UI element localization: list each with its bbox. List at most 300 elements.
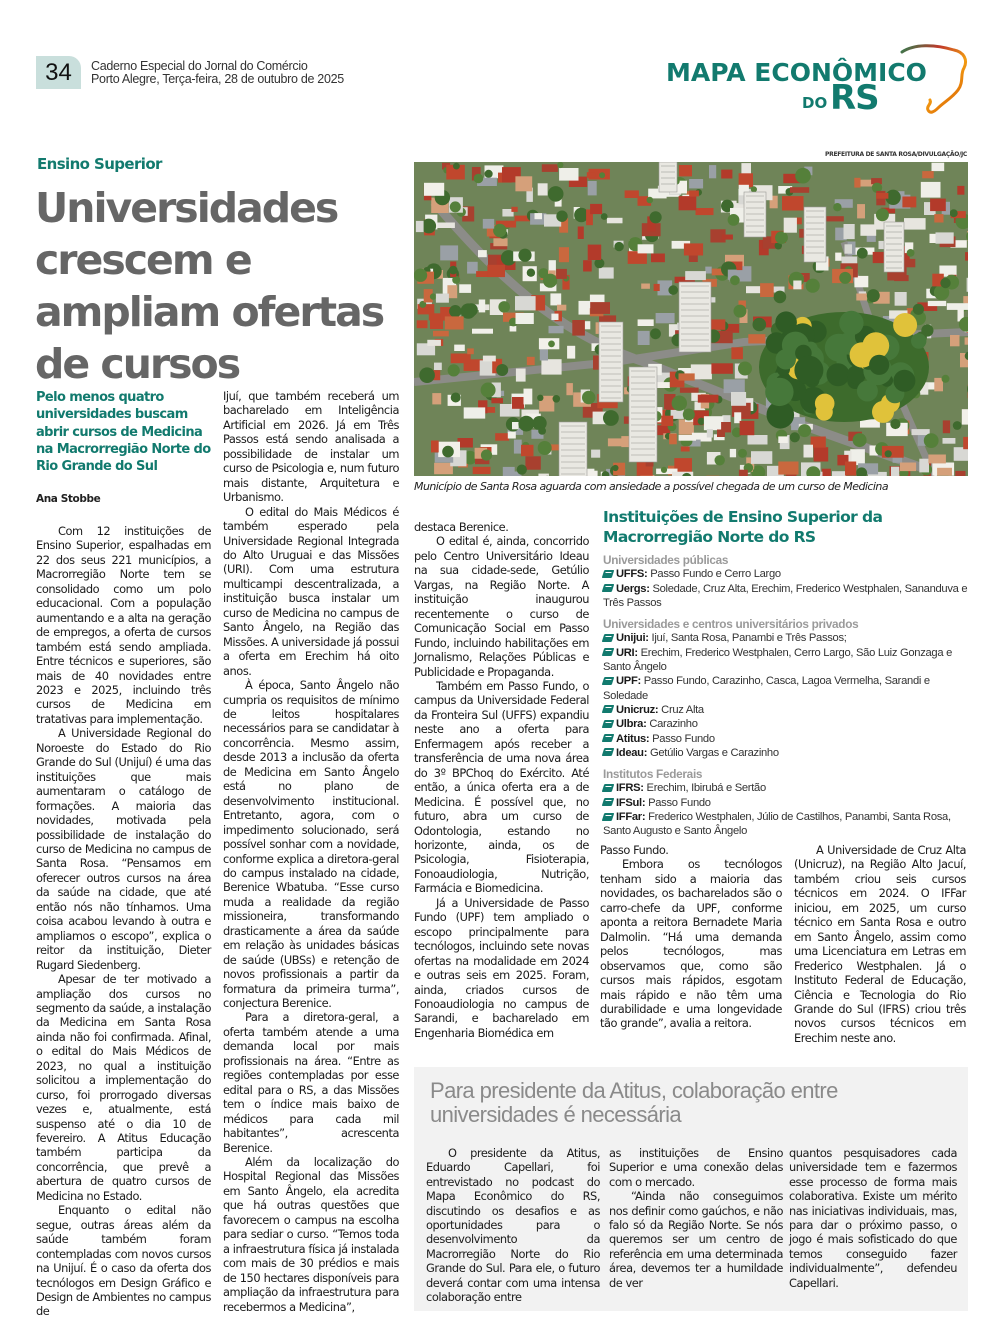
house-roof [717, 430, 725, 438]
tree [498, 301, 510, 313]
house-roof [704, 416, 723, 430]
house-roof [578, 227, 584, 240]
house-roof [556, 269, 567, 279]
house-roof [965, 252, 968, 261]
tree [453, 163, 460, 170]
tree [857, 248, 868, 259]
house-roof [876, 193, 888, 199]
house-roof [950, 335, 960, 346]
tree [557, 162, 563, 168]
house-roof [559, 247, 569, 262]
house-roof [588, 245, 602, 260]
park-tree [794, 356, 823, 385]
park-tree [857, 381, 878, 402]
house-roof [822, 469, 831, 476]
house-roof [464, 407, 486, 418]
house-roof [524, 389, 533, 405]
house-roof [698, 395, 719, 403]
house-roof [854, 178, 860, 188]
paragraph: À época, Santo Ângelo não cumpria os requisitos de mínimo de leitos hospitalares necessários para se candidatar à concorrência. Mesmo assim, desde 2013 a inclusão da oferta de Medicina em Santo Ângelo está no plano de desenvolvimento institucional. Entretanto, agora, com o impedimento solucionado, será possível sonhar com a novidade, conforme explica a diretora-geral do campus instalado na cidade, Berenice Wbatuba. “Esse curso muda a realidade da região missioneira, transformando drasticamente a área da saúde em relação às unidades básicas de saúde (UBSs) e retenção de novos profissionais a partir da formatura da primeira turma”, conjectura Berenice. [223, 678, 399, 1011]
tree [449, 266, 458, 275]
paragraph: as instituições de Ensino Superior e uma conexão delas com o mercado. [609, 1146, 783, 1189]
house-roof [922, 171, 934, 178]
house-roof [685, 271, 706, 280]
tree [448, 364, 460, 376]
paragraph: Passo Fundo. [600, 843, 669, 857]
paragraph: Além da localização do Hospital Regional das Missões em Santo Ângelo, ela acredita que há outras questões que favorecem o campus na escolha para sediar o curso. “Temos toda a infraestrutura física já instalada com mais de 30 prédios e mais de 150 hectares disponíveis para ampliação da infraestrutura para recebermos a Medicina”, [223, 1155, 399, 1314]
tree [775, 231, 788, 244]
house-roof [679, 165, 692, 176]
institution-item [603, 732, 973, 746]
house-roof [721, 170, 732, 179]
book-icon [602, 734, 615, 742]
paragraph: Enquanto o edital não segue, outras áreas além da saúde também foram contempladas com novos cursos na Unijuí. É o caso da oferta dos tecnólogos em Design Gráfico e Design de Ambientes no campus de [36, 1203, 211, 1319]
tree [599, 172, 605, 178]
house-roof [495, 433, 509, 441]
house-roof [679, 196, 697, 210]
building [679, 282, 711, 352]
tree [650, 328, 661, 339]
house-roof [417, 320, 428, 328]
tree [734, 305, 747, 318]
article-dek: Pelo menos quatro universidades buscam abrir cursos de Medicina na Macrorregião Norte do Rio Grande do Sul [36, 390, 211, 475]
tree [603, 410, 619, 426]
sidebar-column-2 [609, 1146, 783, 1290]
paragraph: O edital do Mais Médicos é também esperado pela Universidade Regional Integrada do Alto Uruguai e das Missões (URI). Com uma estrutura multicampi descentralizada, a instituição busca instalar um curso de Medicina no campus de Santo Ângelo, na Região das Missões. A universidade já possui a oferta em Erechim há oito anos. [223, 504, 399, 678]
park-tree [839, 311, 863, 335]
institution-item [603, 631, 973, 645]
house-roof [709, 165, 716, 178]
house-roof [947, 303, 968, 310]
house-roof [904, 218, 926, 230]
house-roof [669, 434, 677, 445]
house-roof [454, 345, 465, 351]
institution-group-label: Universidades públicas [603, 553, 729, 567]
tree [450, 201, 461, 212]
tree [913, 304, 924, 315]
tree [537, 395, 543, 401]
house-roof [882, 446, 904, 458]
tree [867, 289, 880, 302]
paragraph: Com 12 instituições de Ensino Superior, espalhadas em 22 dos seus 221 municípios, a Macrorregião Norte tem se consolidado como um polo educacional. Com a população aumentando e a alta na geração de empregos, a oferta de cursos também está sendo ampliada. Entre técnicos e superiores, são mais de 40 novidades entre 2023 e 2025, incluindo três cursos de Medicina em tratativas para implementação. [36, 524, 211, 726]
house-roof [473, 467, 491, 474]
house-roof [778, 436, 788, 443]
house-roof [590, 204, 602, 214]
house-roof [954, 447, 968, 461]
tree [753, 318, 767, 332]
park-tree [827, 363, 850, 386]
institution-name: IFRS: [616, 782, 644, 795]
tree [517, 465, 527, 475]
aerial-city-photo [414, 162, 968, 476]
book-icon [602, 634, 615, 642]
institution-item [603, 810, 973, 839]
tree [518, 416, 534, 432]
house-roof [521, 445, 534, 456]
tree [950, 209, 958, 217]
house-roof [932, 163, 945, 171]
tree [601, 213, 608, 220]
house-roof [928, 301, 946, 306]
house-roof [625, 190, 639, 198]
sidebar-column-3 [789, 1146, 957, 1290]
tree [452, 276, 460, 284]
tree [481, 383, 496, 398]
house-roof [433, 331, 449, 337]
house-roof [962, 409, 968, 424]
tree [738, 449, 747, 458]
house-roof [854, 276, 868, 287]
tree [556, 211, 567, 222]
house-roof [487, 265, 505, 277]
tree [449, 305, 461, 317]
house-roof [748, 334, 765, 343]
article-column-1 [36, 524, 211, 1319]
house-roof [432, 393, 441, 404]
article-column-5 [794, 843, 966, 1045]
institution-places: Erechim, Ibirubá e Sertão [643, 782, 766, 795]
institution-name: Ideau: [616, 746, 648, 759]
house-roof [638, 244, 654, 253]
institution-name: URI: [616, 646, 638, 659]
institutions-list [603, 553, 973, 839]
tree [774, 291, 787, 304]
tree [430, 293, 436, 299]
house-roof [512, 397, 524, 409]
house-roof [483, 219, 494, 229]
paragraph: Embora os tecnólogos tenham sido a maioria das novidades, os bacharelados são o carro-chefe da UPF, conforme aponta a reitora Bernadete Maria Dalmolin. “Há uma demanda pelos tecnólogos, mas observamos que, como são cursos mais rápidos, esgotam mais rápido e não têm uma durabilidade e uma longevidade tão grande”, avalia a reitora. [600, 857, 782, 1031]
institution-places: Passo Fundo, Carazinho, Casca, Lagoa Vermelha, Sarandi e Soledade [603, 675, 930, 702]
book-icon [602, 677, 615, 685]
house-roof [845, 244, 853, 253]
house-roof [724, 379, 745, 393]
institution-item [603, 567, 973, 581]
article-column-4 [600, 843, 782, 1031]
atitus-sidebar [414, 1067, 968, 1311]
house-roof [919, 459, 929, 473]
tree [647, 197, 654, 204]
building [804, 207, 826, 262]
house-roof [900, 463, 916, 472]
house-roof [508, 432, 516, 439]
tree [907, 249, 915, 257]
house-roof [583, 260, 592, 271]
tree [442, 446, 454, 458]
house-roof [535, 213, 543, 219]
house-roof [679, 435, 696, 441]
park-tree [765, 378, 793, 406]
house-roof [967, 278, 968, 292]
house-roof [722, 235, 733, 240]
house-roof [511, 207, 517, 212]
house-roof [527, 357, 535, 365]
institution-name: Uergs: [616, 582, 650, 595]
institution-places: Ijuí, Santa Rosa, Panambi e Três Passos; [648, 632, 847, 645]
byline: Ana Stobbe [36, 493, 101, 505]
tree [481, 450, 492, 461]
paragraph: Apesar de ter motivado a ampliação dos cursos no segmento da saúde, a instalação da Medicina em Santa Rosa ainda não foi confirmada. Afinal, o edital do Mais Médicos de 2023, no qual a instituição solicitou a implementação do curso, foi prorrogado diversas vezes e, atualmente, está suspenso até o dia 10 de fevereiro. A Atitus Educação também participa da concorrência, que prevê a abertura de quatro cursos de Medicina no Estado. [36, 972, 211, 1203]
house-roof [478, 250, 487, 257]
building [884, 222, 904, 272]
institution-name: UPF: [616, 675, 641, 688]
institution-places: Passo Fundo e Cerro Largo [647, 568, 781, 581]
tree [527, 269, 535, 277]
institution-places: Getúlio Vargas e Carazinho [647, 746, 779, 759]
house-roof [748, 435, 768, 445]
tree [885, 450, 892, 457]
house-roof [707, 429, 713, 438]
house-roof [784, 218, 797, 233]
house-roof [587, 172, 595, 178]
book-icon [602, 813, 615, 821]
tree [790, 432, 800, 442]
institution-name: Unijui: [616, 632, 649, 645]
house-roof [424, 183, 444, 196]
house-roof [538, 474, 549, 476]
house-roof [599, 267, 614, 278]
park-tree [893, 313, 917, 337]
house-roof [557, 305, 566, 311]
tree [672, 396, 687, 411]
tree [942, 375, 950, 383]
book-icon [602, 705, 615, 713]
house-roof [778, 462, 798, 475]
institution-places: Passo Fundo [645, 796, 711, 809]
park-tree [893, 370, 915, 392]
house-roof [572, 320, 585, 336]
rs-state-map-outline-icon [894, 42, 974, 118]
house-roof [434, 463, 453, 474]
house-roof [943, 420, 950, 433]
house-roof [731, 392, 746, 406]
house-roof [436, 294, 449, 303]
house-roof [751, 451, 772, 464]
house-roof [551, 314, 558, 320]
house-roof [491, 398, 503, 403]
tree [538, 441, 552, 455]
mapa-economico-logo [664, 42, 974, 118]
house-roof [934, 214, 943, 222]
publication-name: Caderno Especial do Jornal do Comércio [91, 59, 308, 73]
institution-name: Unicruz: [616, 703, 659, 716]
institution-places: Passo Fundo [649, 732, 715, 745]
paragraph: O presidente da Atitus, Eduardo Capellari, foi entrevistado no podcast do Mapa Econômico do RS, discutindo os desafios e as oportunidades para o desenvolvimento da Macrorregião Norte do Rio Grande do Sul. Para ele, o futuro deverá contar com uma intensa colaboração entre [426, 1146, 600, 1305]
tree [496, 364, 508, 376]
house-roof [479, 300, 485, 313]
house-roof [857, 204, 865, 218]
house-roof [937, 468, 952, 476]
house-roof [730, 449, 736, 457]
book-icon [602, 648, 615, 656]
house-roof [860, 224, 876, 235]
book-icon [602, 748, 615, 756]
tree [548, 186, 564, 202]
tree [751, 186, 757, 192]
dateline: Porto Alegre, Terça-feira, 28 de outubro de 2025 [91, 72, 344, 86]
house-roof [930, 199, 946, 212]
house-roof [963, 437, 968, 449]
house-roof [516, 313, 534, 324]
house-roof [541, 359, 561, 374]
house-roof [689, 179, 703, 188]
tree [876, 208, 889, 221]
institution-name: IFFar: [616, 811, 646, 824]
institution-item [603, 746, 973, 760]
tree [833, 203, 841, 211]
house-roof [921, 182, 941, 198]
section-kicker: Ensino Superior [37, 155, 162, 173]
house-roof [656, 313, 675, 323]
logo-do: DO [802, 94, 828, 112]
tree [485, 170, 493, 178]
tree [795, 168, 811, 184]
institution-item [603, 796, 973, 810]
park-tree [872, 401, 894, 423]
tree [940, 278, 950, 288]
book-icon [602, 798, 615, 806]
institution-places: Soledade, Cruz Alta, Erechim, Frederico Westphalen, Sananduva e Três Passos [603, 582, 968, 609]
house-roof [844, 224, 855, 239]
house-roof [705, 267, 711, 274]
house-roof [638, 319, 654, 326]
house-roof [431, 441, 439, 453]
book-icon [602, 784, 615, 792]
institution-places: Carazinho [646, 718, 698, 731]
paragraph: Também em Passo Fundo, o campus da Universidade Federal da Fronteira Sul (UFFS) expandiu neste ano a oferta para Enfermagem após receber a transferência de uma nova área do 3º BPChoq do Exército. Até então, a única oferta era a de Medicina. É possível que, no futuro, abra um curso de Odontologia, estando no horizonte, ainda, os de Psicologia, Fisioterapia, Fonoaudiologia, Nutrição, Farmácia e Biomedicina. [414, 678, 589, 896]
house-roof [739, 470, 748, 476]
park-tree [815, 394, 835, 414]
house-roof [965, 337, 968, 344]
house-roof [679, 373, 695, 380]
building [629, 367, 657, 462]
tree [806, 279, 820, 293]
institutions-box-title: Instituições de Ensino Superior da Macrorregião Norte do RS [603, 508, 883, 546]
house-roof [654, 284, 660, 291]
institution-item [603, 781, 973, 795]
tree [668, 285, 678, 295]
house-roof [434, 363, 442, 370]
house-roof [936, 232, 954, 243]
institution-group-label: Institutos Federais [603, 767, 703, 782]
book-icon [602, 720, 615, 728]
house-roof [510, 326, 517, 332]
house-roof [567, 346, 575, 359]
institution-name: IFSul: [616, 796, 646, 809]
house-roof [515, 176, 532, 191]
park-tree [862, 332, 889, 359]
tree [650, 211, 662, 223]
house-roof [525, 456, 540, 469]
house-roof [711, 363, 733, 374]
house-roof [472, 329, 493, 334]
house-roof [440, 245, 458, 260]
institution-places: Cruz Alta [658, 703, 704, 716]
house-roof [782, 196, 804, 210]
tree [451, 393, 461, 403]
house-roof [722, 415, 730, 422]
house-roof [512, 422, 519, 429]
tree [553, 395, 561, 403]
photo-caption: Município de Santa Rosa aguarda com ansiedade a possível chegada de um curso de Medicina [414, 480, 889, 493]
tree [798, 424, 811, 437]
institution-item [603, 582, 973, 611]
house-roof [902, 197, 916, 208]
article-headline: Universidades crescem e ampliam ofertas de cursos [35, 184, 384, 388]
house-roof [638, 331, 650, 345]
institution-item [603, 674, 973, 703]
logo-title: MAPA ECONÔMICO [666, 58, 927, 87]
house-roof [681, 447, 690, 452]
tree [474, 174, 484, 184]
article-column-2 [223, 389, 399, 1314]
sidebar-title: Para presidente da Atitus, colaboração entre universidades é necessária [430, 1078, 838, 1127]
tree [414, 269, 427, 282]
tree [715, 455, 725, 465]
house-roof [814, 447, 829, 461]
tree [543, 274, 557, 288]
park-tree [911, 333, 926, 348]
house-roof [873, 252, 884, 263]
house-roof [503, 467, 515, 476]
paragraph: O edital é, ainda, concorrido pelo Centro Universitário Ideau na sua cidade-sede, Getúlio Vargas, na Região Norte. A instituição inaugurou recentemente o curso de Comunicação Social em Passo Fundo, incluindo habilitações em Jornalismo, Relações Públicas e Publicidade e Propaganda. [414, 534, 589, 679]
house-roof [943, 438, 956, 444]
house-roof [451, 354, 471, 364]
house-roof [835, 253, 841, 261]
house-roof [467, 348, 474, 354]
tree [538, 427, 546, 435]
house-roof [689, 191, 699, 197]
page-number: 34 [36, 56, 81, 89]
institution-name: Atitus: [616, 732, 650, 745]
house-roof [540, 349, 548, 360]
park-tree [776, 349, 796, 369]
institution-item [603, 717, 973, 731]
institution-name: UFFS: [616, 568, 648, 581]
house-roof [891, 467, 899, 476]
tree [548, 341, 555, 348]
house-roof [436, 223, 455, 229]
logo-rs: RS [830, 78, 879, 118]
house-roof [760, 283, 774, 297]
house-roof [684, 243, 703, 255]
house-roof [550, 293, 561, 305]
paragraph: Ijuí, que também receberá um bacharelado em Inteligência Artificial em 2026. Já em Três Passos está sendo analisada a possibilidade de instalar um curso de Psicologia e, num futuro mais distante, Arquitetura e Urbanismo. [223, 389, 399, 505]
tree [582, 391, 595, 404]
building [744, 192, 766, 237]
institution-group-label: Universidades e centros universitários privados [603, 617, 859, 632]
sidebar-column-1 [426, 1146, 600, 1304]
house-roof [591, 450, 600, 458]
park-tree [869, 355, 889, 375]
institution-name: Ulbra: [616, 718, 647, 731]
paragraph: A Universidade Regional do Noroeste do Estado do Rio Grande do Sul (Unijuí) é uma das instituições que mais aumentaram o catálogo de formações. A maioria das novidades, motivada pela possibilidade de instalação do curso de Medicina no campus de Santa Rosa. “Pensamos em oferecer outros cursos na área da saúde na cidade, que até então nós não tínhamos. Uma coisa acabou levando à outra e ampliamos o escopo”, explica o reitor da instituição, Dieter Rugard Siedenberg. [36, 726, 211, 972]
institution-places: Frederico Westphalen, Júlio de Castilhos, Panambi, Santa Rosa, Santo Augusto e Santo Ângelo [603, 811, 951, 838]
aerial-city-illustration [414, 162, 968, 476]
house-roof [590, 302, 610, 314]
article-column-3 [414, 520, 589, 1040]
tree [419, 367, 435, 383]
institution-item [603, 703, 973, 717]
house-roof [566, 383, 573, 395]
house-roof [516, 369, 526, 382]
house-roof [826, 216, 843, 221]
book-icon [602, 584, 615, 592]
tree [890, 419, 900, 429]
paragraph: destaca Berenice. [414, 520, 509, 534]
building [659, 162, 677, 192]
house-roof [661, 416, 673, 426]
tree [839, 272, 851, 284]
